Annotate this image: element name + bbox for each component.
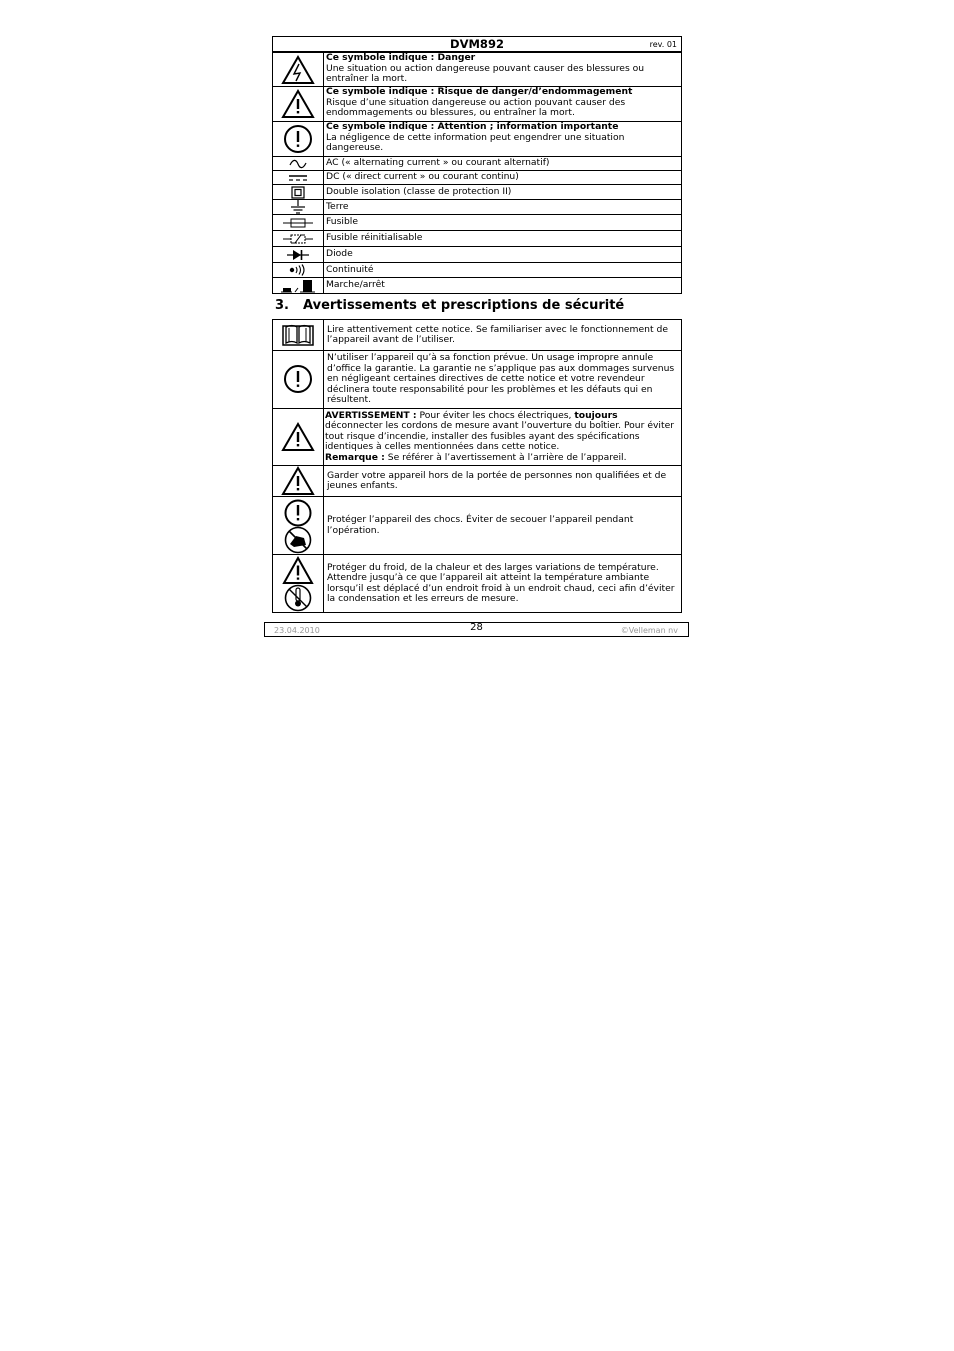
symbol-table	[272, 52, 682, 294]
remark-text: Se référer à l’avertissement à l’arrière de l’appareil.	[384, 451, 627, 463]
symbol-row	[273, 215, 682, 231]
no-shock-icon	[273, 498, 323, 554]
symbol-title: Ce symbole indique : Risque de danger/d’endommagement	[326, 86, 633, 97]
warning-text: Pour éviter les chocs électriques,	[416, 409, 575, 421]
symbol-row	[273, 263, 682, 278]
ac-icon	[273, 159, 323, 169]
safety-row	[273, 408, 682, 466]
safety-row	[273, 320, 682, 351]
symbol-desc: Risque d’une situation dangereuse ou action pouvant causer des endommagements ou blessures, ou entraîner la mort.	[326, 96, 626, 118]
symbol-row	[273, 231, 682, 247]
safety-section	[272, 319, 682, 613]
safety-text: Garder votre appareil hors de la portée de personnes non qualifiées et de jeunes enfants.	[324, 466, 682, 497]
symbol-row	[273, 122, 682, 157]
page-number: 28	[470, 622, 483, 633]
symbol-desc: Double isolation (classe de protection II)	[324, 185, 682, 200]
symbol-row	[273, 247, 682, 263]
symbol-desc: AC (« alternating current » ou courant alternatif)	[324, 157, 682, 171]
safety-text: Protéger l’appareil des chocs. Éviter de secouer l’appareil pendant l’opération.	[324, 497, 682, 555]
symbol-row	[273, 185, 682, 200]
warning-label: AVERTISSEMENT :	[325, 409, 417, 421]
fuse-icon	[273, 218, 323, 228]
symbol-row	[273, 278, 682, 294]
double-insulation-icon	[273, 186, 323, 199]
symbol-desc: Fusible	[324, 215, 682, 231]
symbol-desc: Terre	[324, 200, 682, 215]
page-header	[272, 36, 682, 52]
power-switch-icon	[273, 279, 323, 293]
page-footer	[264, 622, 689, 637]
warning-triangle-icon	[273, 89, 323, 119]
ground-icon	[273, 200, 323, 214]
safety-row	[273, 466, 682, 497]
danger-triangle-icon	[273, 55, 323, 85]
warning-triangle-icon	[273, 466, 323, 496]
warning-triangle-icon	[273, 422, 323, 452]
section-heading	[275, 298, 624, 314]
attention-circle-icon	[273, 363, 323, 395]
diode-icon	[273, 249, 323, 261]
symbol-title: Ce symbole indique : Danger	[326, 52, 476, 63]
symbol-row	[273, 200, 682, 215]
symbol-row	[273, 157, 682, 171]
footer-copyright: ©Velleman nv	[620, 626, 678, 635]
resettable-fuse-icon	[273, 233, 323, 245]
symbol-page	[272, 36, 682, 294]
section-number: 3.	[275, 298, 289, 313]
symbol-desc: Diode	[324, 247, 682, 263]
safety-table	[272, 319, 682, 613]
model-title: DVM892	[450, 37, 504, 51]
safety-row	[273, 497, 682, 555]
symbol-desc: Continuité	[324, 263, 682, 278]
continuity-icon	[273, 264, 323, 276]
symbol-desc: Marche/arrêt	[324, 278, 682, 294]
safety-text: Lire attentivement cette notice. Se familiariser avec le fonctionnement de l’appareil avant de l’utiliser.	[324, 320, 682, 351]
manual-book-icon	[273, 323, 323, 347]
symbol-desc: DC (« direct current » ou courant continu)	[324, 171, 682, 185]
symbol-row	[273, 53, 682, 87]
revision-label: rev. 01	[649, 40, 677, 49]
footer-date: 23.04.2010	[274, 626, 320, 635]
safety-text-warning	[324, 408, 682, 466]
safety-text: Protéger du froid, de la chaleur et des larges variations de température. Attendre jusqu’à ce que l’appareil ait atteint la température ambiante lorsqu’il est déplacé d’un endroit froid à un endroit chaud, ceci afin d’éviter la condensation et les erreurs de mesure.	[324, 555, 682, 613]
symbol-row	[273, 87, 682, 122]
safety-row	[273, 351, 682, 409]
symbol-row	[273, 171, 682, 185]
symbol-desc: La négligence de cette information peut engendrer une situation dangereuse.	[326, 131, 625, 153]
warning-text: déconnecter les cordons de mesure avant l’ouverture du boîtier. Pour éviter tout risque d’incendie, installer des fusibles ayant des spécifications identiques à celles mentionnées dans cette notice.	[325, 420, 674, 452]
always-label: toujours	[574, 409, 618, 421]
dc-icon	[273, 173, 323, 183]
temperature-icon	[273, 556, 323, 612]
attention-circle-icon	[273, 123, 323, 155]
symbol-desc: Une situation ou action dangereuse pouvant causer des blessures ou entraîner la mort.	[326, 62, 645, 84]
symbol-title: Ce symbole indique : Attention ; information importante	[326, 121, 619, 132]
safety-row	[273, 555, 682, 613]
remark-label: Remarque :	[325, 451, 385, 463]
section-title: Avertissements et prescriptions de sécurité	[303, 298, 625, 313]
symbol-desc: Fusible réinitialisable	[324, 231, 682, 247]
safety-text: N’utiliser l’appareil qu’à sa fonction prévue. Un usage impropre annule d’office la garantie. La garantie ne s’applique pas aux dommages survenus en négligeant certaines directives de cette notice et votre revendeur déclinera toute responsabilité pour les problèmes et les défauts qui en résultent.	[324, 351, 682, 409]
